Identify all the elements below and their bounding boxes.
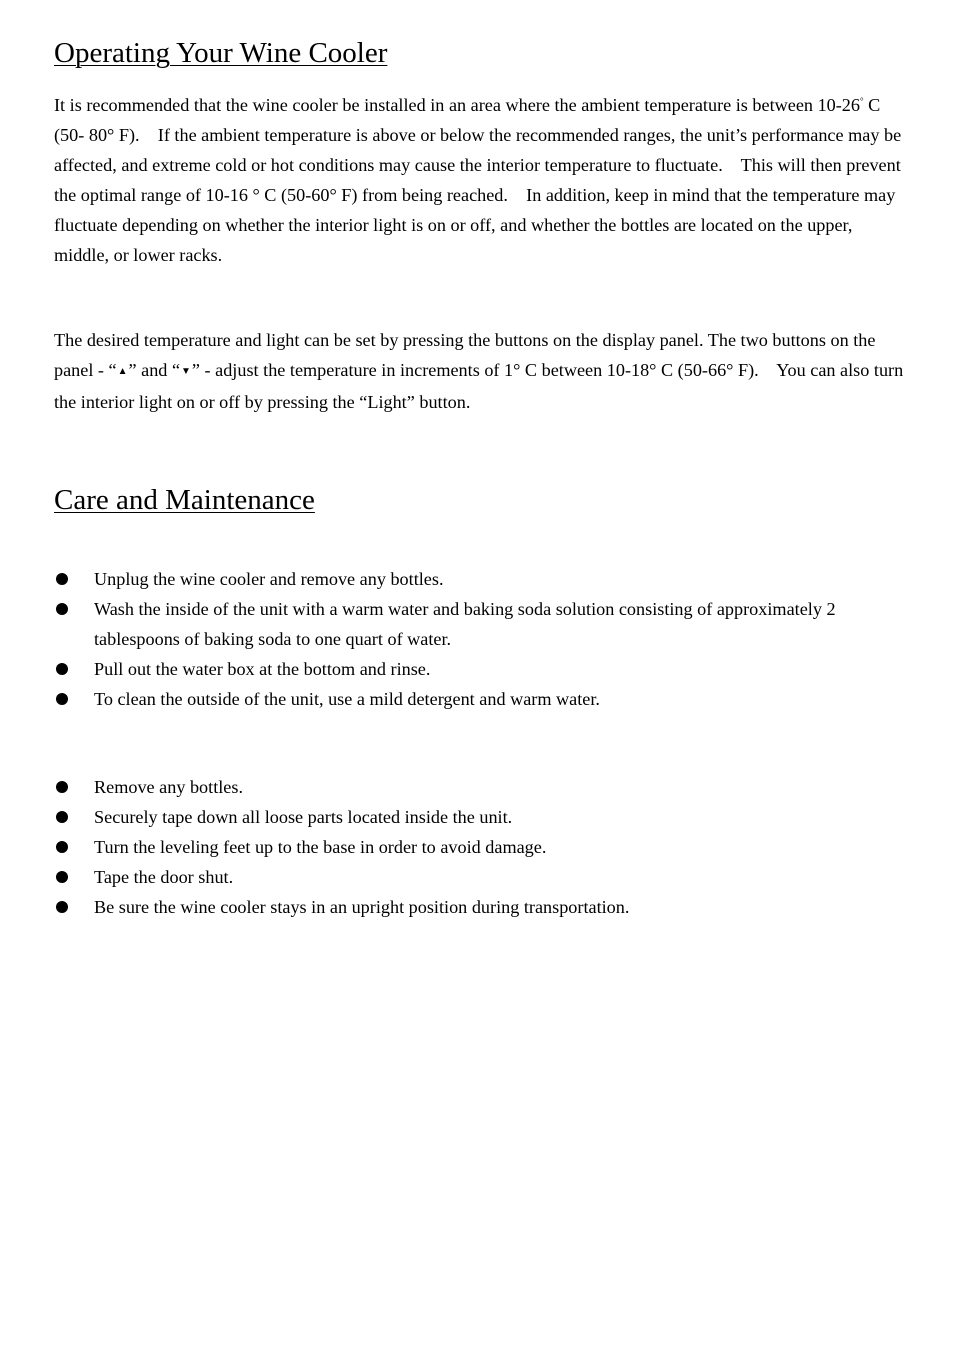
list-item-text: Remove any bottles. [94,777,244,797]
list-item [54,772,914,802]
list-item [54,654,914,684]
list-item [54,802,914,832]
list-item-text: Pull out the water box at the bottom and rinse. [94,659,431,679]
up-arrow-icon: ▲ [117,366,128,377]
list-item [54,832,914,862]
list-item [54,564,914,594]
list-item-text: Turn the leveling feet up to the base in order to avoid damage. [94,837,547,857]
bullet-icon [56,603,68,615]
paragraph-text: It is recommended that the wine cooler be installed in an area where the ambient temperature is between 10-26 [54,95,860,115]
list-item-text: Wash the inside of the unit with a warm water and baking soda solution consisting of approximately 2 tablespoons of baking soda to one quart of water. [94,599,836,649]
bullet-icon [56,573,68,585]
bullet-icon [56,781,68,793]
paragraph-text: The desired temperature and light can be set by pressing the buttons on the display panel. The two buttons on the panel - “ [54,330,880,380]
list-item [54,594,914,654]
bullet-icon [56,693,68,705]
list-item [54,684,914,714]
paragraph-controls [54,325,909,417]
paragraph-text: C (50- 80° F). If the ambient temperature is above or below the recommended ranges, the unit’s performance may be affected, and extreme cold or hot conditions may cause the interior temperature to fluctuate. This will then prevent the optimal range of 10-16 ° C (50-60° F) from being reached. In addition, keep in mind that the temperature may fluctuate depending on whether the interior light is on or off, and whether the bottles are located on the upper, middle, or lower racks. [54,95,906,265]
list-item-text: Unplug the wine cooler and remove any bottles. [94,569,444,589]
list-item-text: Tape the door shut. [94,867,234,887]
list-item-text: Securely tape down all loose parts located inside the unit. [94,807,513,827]
bullet-icon [56,663,68,675]
bullet-icon [56,841,68,853]
paragraph-ambient-temperature [54,86,909,270]
moving-list [54,772,914,922]
section-heading-operating: Operating Your Wine Cooler [54,37,388,69]
list-item-text: To clean the outside of the unit, use a mild detergent and warm water. [94,689,600,709]
bullet-icon [56,871,68,883]
bullet-icon [56,901,68,913]
paragraph-text: ” - adjust the temperature in increments of 1° C between 10-18° C (50-66° F). You can also turn the interior light on or off by pressing the “Light” button. [54,360,908,412]
list-item-text: Be sure the wine cooler stays in an upright position during transportation. [94,897,630,917]
degree-symbol: ° [860,96,864,106]
paragraph-text: ” and “ [128,360,181,380]
bullet-icon [56,811,68,823]
list-item [54,892,914,922]
list-item [54,862,914,892]
section-heading-care: Care and Maintenance [54,484,315,516]
cleaning-list [54,564,914,714]
down-arrow-icon: ▼ [181,366,191,377]
